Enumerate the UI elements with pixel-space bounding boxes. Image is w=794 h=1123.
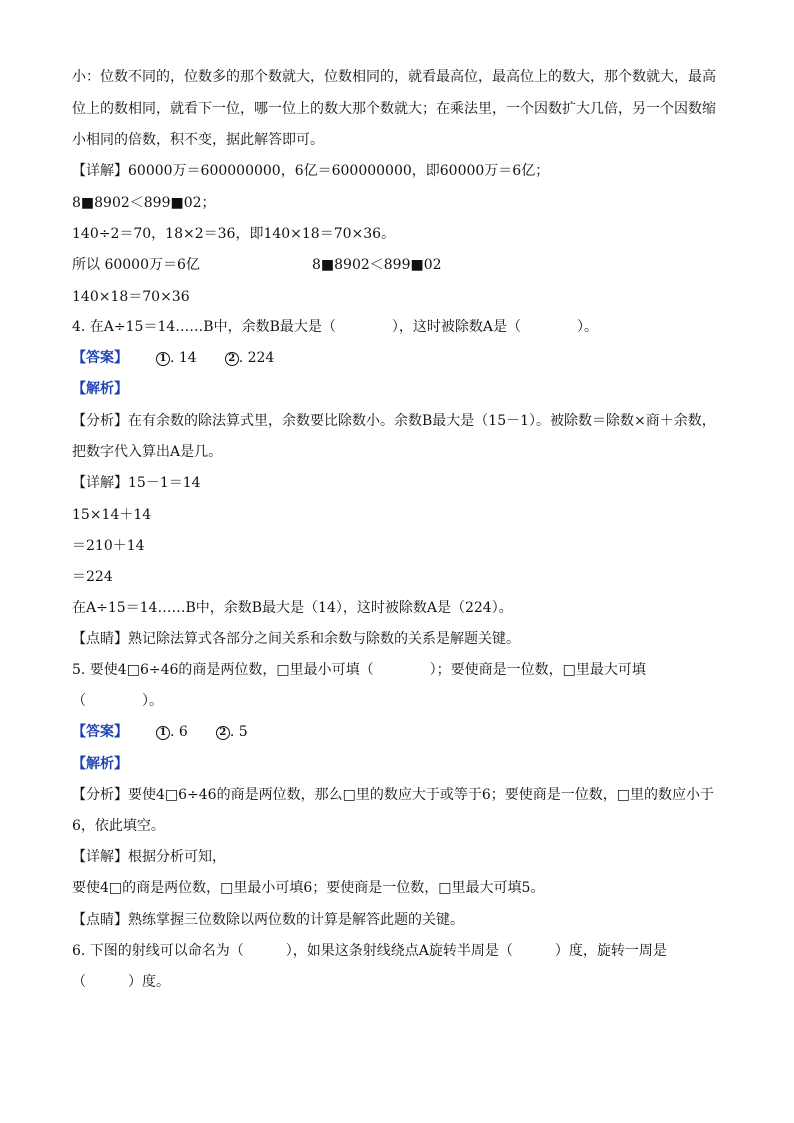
detail-line bbox=[72, 847, 734, 867]
remark-tag: 【点睛】 bbox=[72, 631, 128, 647]
text-line: 位上的数相同，就看下一位，哪一位上的数大那个数就大；在乘法里，一个因数扩大几倍，另一个因数缩 bbox=[72, 101, 716, 117]
question-4: 4. 在A÷15＝14……B中，余数B最大是（ ），这时被除数A是（ ）。 bbox=[72, 319, 598, 335]
answer-tag: 【答案】 bbox=[72, 350, 128, 366]
answer-tag: 【答案】 bbox=[72, 724, 128, 740]
text-line: 140×18＝70×36 bbox=[72, 289, 190, 305]
text-line: 140÷2＝70，18×2＝36，即140×18＝70×36。 bbox=[72, 226, 396, 242]
analysis-tag: 【分析】 bbox=[72, 413, 128, 429]
answer-line bbox=[72, 722, 734, 742]
answer-1: . 6 bbox=[170, 724, 188, 740]
question-5-cont: （ ）。 bbox=[72, 693, 163, 709]
analysis-text: 要使4□6÷46的商是两位数，那么□里的数应大于或等于6；要使商是一位数，□里的数应小于 bbox=[128, 787, 714, 803]
answer-2: . 224 bbox=[238, 350, 275, 366]
circled-1: 1 bbox=[156, 352, 170, 366]
detail-tag: 【详解】 bbox=[72, 163, 128, 179]
circled-2: 2 bbox=[225, 352, 239, 366]
answer-2: . 5 bbox=[229, 724, 248, 740]
text-line: 15×14＋14 bbox=[72, 507, 152, 523]
circled-2: 2 bbox=[216, 726, 230, 740]
text-line: ＝210＋14 bbox=[72, 538, 145, 554]
analysis-tag: 【分析】 bbox=[72, 787, 128, 803]
analysis-line bbox=[72, 411, 734, 431]
analysis-line bbox=[72, 785, 734, 805]
text-line: ＝224 bbox=[72, 569, 113, 585]
summary-part-2: 8■8902＜899■02 bbox=[312, 257, 442, 273]
analysis-heading: 【解析】 bbox=[72, 381, 128, 397]
answer-line bbox=[72, 348, 734, 368]
question-6-cont: （ ）度。 bbox=[72, 974, 170, 990]
text-line: 把数字代入算出A是几。 bbox=[72, 444, 223, 460]
remark-line bbox=[72, 629, 734, 649]
summary-part-1: 所以 60000万＝6亿 bbox=[72, 257, 200, 273]
text-line: 要使4□的商是两位数，□里最小可填6；要使商是一位数，□里最大可填5。 bbox=[72, 880, 545, 896]
text-line: 6，依此填空。 bbox=[72, 818, 165, 834]
question-5: 5. 要使4□6÷46的商是两位数，□里最小可填（ ）；要使商是一位数，□里最大可填 bbox=[72, 662, 646, 678]
summary-line bbox=[72, 255, 734, 275]
detail-tag: 【详解】 bbox=[72, 475, 128, 491]
circled-1: 1 bbox=[156, 726, 170, 740]
detail-text: 60000万＝600000000，6亿＝600000000，即60000万＝6亿； bbox=[128, 163, 550, 179]
text-line: 小：位数不同的，位数多的那个数就大，位数相同的，就看最高位，最高位上的数大，那个数就大，最高 bbox=[72, 69, 716, 85]
text-line: 小相同的倍数，积不变，据此解答即可。 bbox=[72, 132, 324, 148]
text-line: 8■8902＜899■02； bbox=[72, 195, 216, 211]
question-6: 6. 下图的射线可以命名为（ ），如果这条射线绕点A旋转半周是（ ）度，旋转一周是 bbox=[72, 943, 667, 959]
remark-line bbox=[72, 910, 734, 930]
answer-1: . 14 bbox=[170, 350, 197, 366]
analysis-heading: 【解析】 bbox=[72, 756, 128, 772]
remark-tag: 【点睛】 bbox=[72, 912, 128, 928]
detail-text: 15－1＝14 bbox=[128, 475, 201, 491]
detail-tag: 【详解】 bbox=[72, 849, 128, 865]
detail-line bbox=[72, 473, 734, 493]
text-line: 在A÷15＝14……B中，余数B最大是（14），这时被除数A是（224）。 bbox=[72, 600, 513, 616]
detail-text: 根据分析可知， bbox=[128, 849, 226, 865]
detail-line bbox=[72, 161, 734, 181]
remark-text: 熟练掌握三位数除以两位数的计算是解答此题的关键。 bbox=[128, 912, 464, 928]
analysis-text: 在有余数的除法算式里，余数要比除数小。余数B最大是（15－1）。被除数＝除数×商＋余数， bbox=[128, 413, 716, 429]
remark-text: 熟记除法算式各部分之间关系和余数与除数的关系是解题关键。 bbox=[128, 631, 520, 647]
